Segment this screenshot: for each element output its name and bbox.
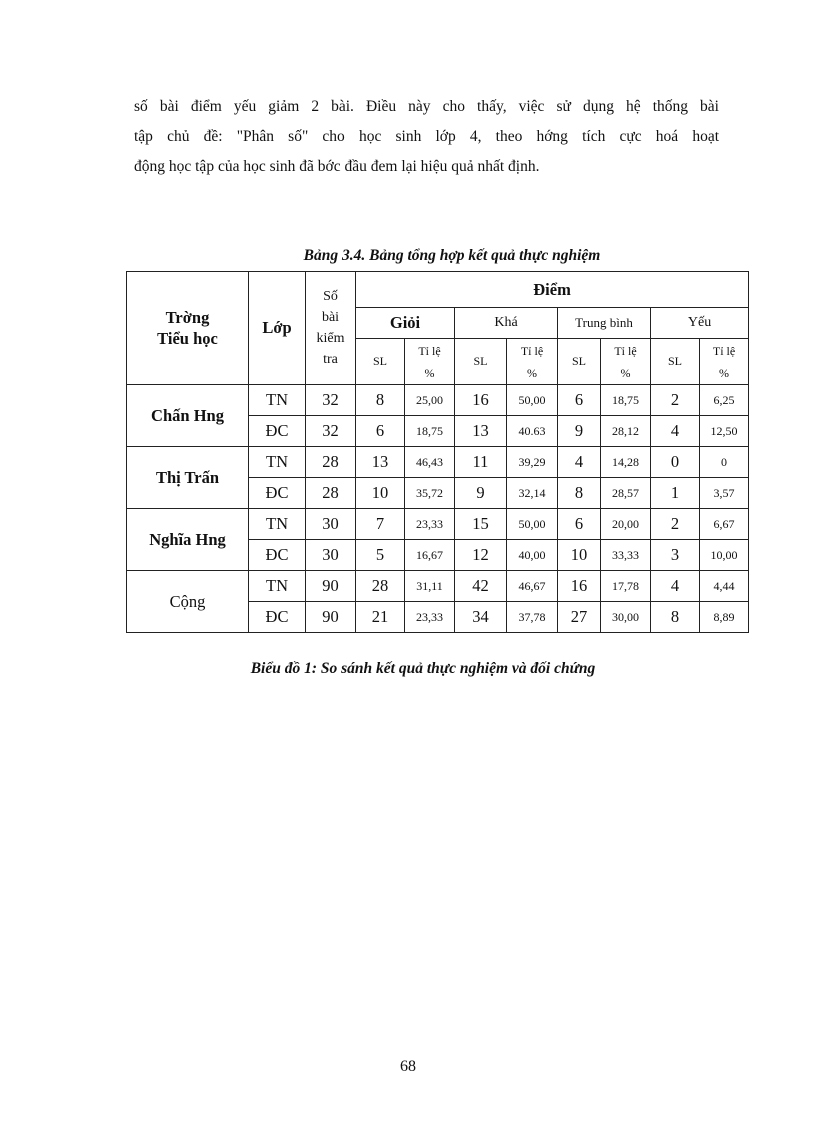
- cell-g-tl: 31,11: [405, 571, 455, 602]
- cell-k-sl: 9: [455, 478, 507, 509]
- results-table: [126, 271, 749, 633]
- cell-t-tl: 30,00: [601, 602, 651, 633]
- cell-lop: ĐC: [249, 416, 306, 447]
- header-trung-binh: Trung bình: [558, 308, 651, 339]
- cell-g-tl: 23,33: [405, 509, 455, 540]
- header-score: Điểm: [356, 272, 749, 308]
- header-test-count: [306, 272, 356, 385]
- cell-t-sl: 4: [558, 447, 601, 478]
- cell-y-tl: 8,89: [700, 602, 749, 633]
- header-class: Lớp: [249, 272, 306, 385]
- cell-y-tl: 0: [700, 447, 749, 478]
- header-gioi: Giỏi: [356, 308, 455, 339]
- cell-k-tl: 50,00: [507, 385, 558, 416]
- cell-t-tl: 17,78: [601, 571, 651, 602]
- school-name-cell: Chấn Hng: [127, 385, 249, 447]
- cell-so: 90: [306, 602, 356, 633]
- cell-k-tl: 50,00: [507, 509, 558, 540]
- cell-so: 90: [306, 571, 356, 602]
- cell-lop: TN: [249, 447, 306, 478]
- cell-g-sl: 28: [356, 571, 405, 602]
- table-row: [127, 509, 749, 540]
- cell-t-sl: 10: [558, 540, 601, 571]
- header-yeu: Yếu: [651, 308, 749, 339]
- header-tile-line1: Tỉ lệ: [418, 343, 441, 358]
- cell-t-tl: 18,75: [601, 385, 651, 416]
- header-tile-line2: %: [719, 365, 730, 380]
- cell-y-tl: 12,50: [700, 416, 749, 447]
- cell-k-tl: 37,78: [507, 602, 558, 633]
- cell-y-sl: 0: [651, 447, 700, 478]
- header-tile-line1: Tỉ lệ: [520, 343, 544, 358]
- cell-so: 28: [306, 478, 356, 509]
- cell-k-tl: 40.63: [507, 416, 558, 447]
- paragraph-line: động học tập của học sinh đã bớc đầu đem lại hiệu quả nhất định.: [134, 158, 540, 175]
- cell-y-sl: 2: [651, 509, 700, 540]
- cell-y-sl: 4: [651, 416, 700, 447]
- cell-so: 32: [306, 385, 356, 416]
- header-tile-line1: Tỉ lệ: [614, 343, 637, 358]
- cell-t-tl: 14,28: [601, 447, 651, 478]
- cell-g-tl: 23,33: [405, 602, 455, 633]
- cell-y-sl: 1: [651, 478, 700, 509]
- cell-k-sl: 11: [455, 447, 507, 478]
- header-tile: [405, 339, 455, 385]
- header-kha: Khá: [455, 308, 558, 339]
- header-school-line2: Tiểu học: [157, 329, 218, 348]
- cell-k-sl: 42: [455, 571, 507, 602]
- header-tile: [700, 339, 749, 385]
- cell-k-tl: 39,29: [507, 447, 558, 478]
- header-tile-line2: %: [620, 365, 631, 380]
- cell-g-tl: 35,72: [405, 478, 455, 509]
- cell-t-sl: 8: [558, 478, 601, 509]
- cell-g-sl: 8: [356, 385, 405, 416]
- cell-y-tl: 6,67: [700, 509, 749, 540]
- header-count-line1: Số: [323, 289, 338, 304]
- cell-g-sl: 10: [356, 478, 405, 509]
- cell-lop: TN: [249, 571, 306, 602]
- cell-t-tl: 33,33: [601, 540, 651, 571]
- body-paragraph: [134, 92, 719, 182]
- cell-t-sl: 6: [558, 509, 601, 540]
- cell-g-tl: 25,00: [405, 385, 455, 416]
- cell-so: 30: [306, 540, 356, 571]
- cell-t-tl: 28,57: [601, 478, 651, 509]
- cell-so: 28: [306, 447, 356, 478]
- header-school: [127, 272, 249, 385]
- cell-lop: TN: [249, 385, 306, 416]
- header-sl: SL: [558, 339, 601, 385]
- cell-y-tl: 3,57: [700, 478, 749, 509]
- header-count-line4: tra: [323, 352, 338, 367]
- cell-so: 32: [306, 416, 356, 447]
- cell-k-sl: 34: [455, 602, 507, 633]
- cell-t-tl: 28,12: [601, 416, 651, 447]
- cell-k-sl: 13: [455, 416, 507, 447]
- header-count-line2: bài: [321, 310, 340, 325]
- cell-y-sl: 3: [651, 540, 700, 571]
- page-number: 68: [400, 1058, 416, 1075]
- cell-g-tl: 18,75: [405, 416, 455, 447]
- header-sl: SL: [651, 339, 700, 385]
- cell-y-sl: 2: [651, 385, 700, 416]
- cell-t-tl: 20,00: [601, 509, 651, 540]
- header-count-line3: kiểm: [316, 331, 345, 346]
- cell-y-tl: 4,44: [700, 571, 749, 602]
- cell-y-sl: 8: [651, 602, 700, 633]
- cell-k-sl: 15: [455, 509, 507, 540]
- cell-y-tl: 6,25: [700, 385, 749, 416]
- cell-t-sl: 9: [558, 416, 601, 447]
- cell-g-sl: 7: [356, 509, 405, 540]
- cell-so: 30: [306, 509, 356, 540]
- header-tile-line1: Tỉ lệ: [712, 343, 736, 358]
- cell-lop: ĐC: [249, 602, 306, 633]
- school-name-cell: Cộng: [127, 571, 249, 633]
- cell-y-tl: 10,00: [700, 540, 749, 571]
- cell-g-sl: 6: [356, 416, 405, 447]
- cell-g-tl: 16,67: [405, 540, 455, 571]
- cell-g-sl: 21: [356, 602, 405, 633]
- cell-y-sl: 4: [651, 571, 700, 602]
- cell-g-sl: 13: [356, 447, 405, 478]
- paragraph-line: số bài điểm yếu giảm 2 bài. Điều này cho thấy, việc sử dụng hệ thống bài: [134, 98, 719, 115]
- header-tile-line2: %: [527, 365, 537, 380]
- header-sl: SL: [455, 339, 507, 385]
- cell-t-sl: 16: [558, 571, 601, 602]
- header-school-line1: Trờng: [165, 308, 210, 327]
- cell-k-tl: 46,67: [507, 571, 558, 602]
- cell-lop: ĐC: [249, 478, 306, 509]
- cell-k-tl: 32,14: [507, 478, 558, 509]
- header-sl: SL: [356, 339, 405, 385]
- chart-caption: Biểu đồ 1: So sánh kết quả thực nghiệm và đối chứng: [250, 660, 596, 677]
- cell-lop: TN: [249, 509, 306, 540]
- cell-lop: ĐC: [249, 540, 306, 571]
- header-tile: [601, 339, 651, 385]
- cell-k-sl: 16: [455, 385, 507, 416]
- header-tile: [507, 339, 558, 385]
- cell-g-tl: 46,43: [405, 447, 455, 478]
- paragraph-line: tập chủ đề: "Phân số" cho học sinh lớp 4, theo hớng tích cực hoá hoạt: [134, 128, 719, 145]
- table-row: [127, 571, 749, 602]
- school-name-cell: Nghĩa Hng: [127, 509, 249, 571]
- school-name-cell: Thị Trấn: [127, 447, 249, 509]
- table-row: [127, 447, 749, 478]
- cell-t-sl: 27: [558, 602, 601, 633]
- header-tile-line2: %: [424, 365, 435, 380]
- cell-g-sl: 5: [356, 540, 405, 571]
- cell-t-sl: 6: [558, 385, 601, 416]
- cell-k-sl: 12: [455, 540, 507, 571]
- table-row: [127, 385, 749, 416]
- cell-k-tl: 40,00: [507, 540, 558, 571]
- table-caption: Bảng 3.4. Bảng tổng hợp kết quả thực nghiệm: [303, 247, 601, 264]
